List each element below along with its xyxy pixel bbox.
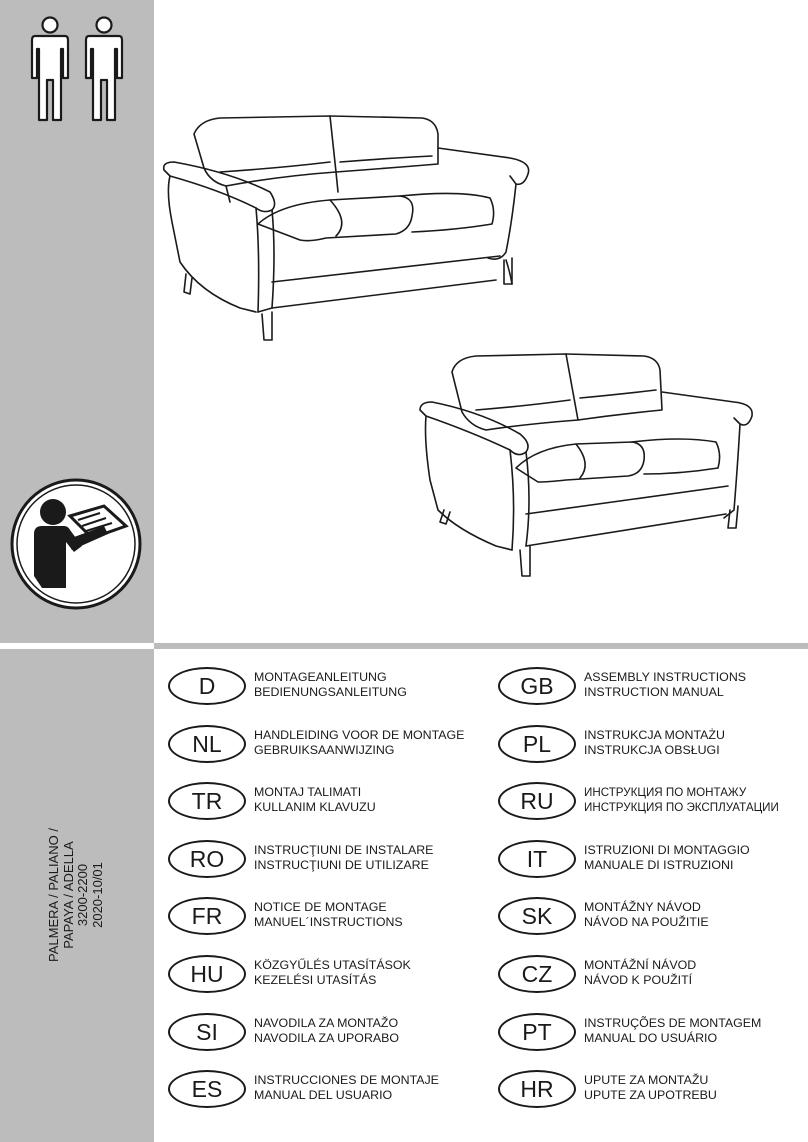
lang-code-badge: NL bbox=[168, 725, 246, 763]
product-line-1: PALMERA / PALIANO / bbox=[45, 828, 61, 962]
lang-titles bbox=[584, 785, 779, 815]
lang-code-badge: IT bbox=[498, 840, 576, 878]
lang-title-line2: MANUAL DEL USUARIO bbox=[254, 1088, 393, 1102]
lang-title-line2: UPUTE ZA UPOTREBU bbox=[584, 1088, 717, 1102]
lang-titles bbox=[254, 728, 464, 758]
lang-title-line1: INSTRUCCIONES DE MONTAJE bbox=[254, 1073, 439, 1087]
lang-titles bbox=[584, 670, 746, 700]
lang-titles bbox=[254, 958, 411, 988]
lang-title-line2: MANUAL DO USUÁRIO bbox=[584, 1031, 718, 1045]
lang-code-badge: SI bbox=[168, 1013, 246, 1051]
lang-title-line1: MONTÁŽNÍ NÁVOD bbox=[584, 958, 697, 972]
product-model-label bbox=[47, 828, 105, 962]
lang-code-badge: PT bbox=[498, 1013, 576, 1051]
lang-code-badge: RU bbox=[498, 782, 576, 820]
lang-title-line2: MANUEL´INSTRUCTIONS bbox=[254, 915, 403, 929]
lang-titles bbox=[254, 1073, 439, 1103]
read-instructions-icon bbox=[8, 476, 144, 612]
lang-title-line1: NOTICE DE MONTAGE bbox=[254, 900, 387, 914]
lang-title-line2: INSTRUCTION MANUAL bbox=[584, 685, 724, 699]
two-seat-sofa-drawing bbox=[416, 350, 760, 580]
horizontal-divider bbox=[154, 643, 808, 649]
lang-code-badge: D bbox=[168, 667, 246, 705]
lang-code-badge: TR bbox=[168, 782, 246, 820]
lang-title-line1: UPUTE ZA MONTAŽU bbox=[584, 1073, 709, 1087]
lang-code-badge: ES bbox=[168, 1070, 246, 1108]
lang-title-line1: INSTRUÇÕES DE MONTAGEM bbox=[584, 1016, 762, 1030]
lang-title-line1: INSTRUKCJA MONTAŻU bbox=[584, 728, 725, 742]
lang-code-badge: FR bbox=[168, 897, 246, 935]
lang-titles bbox=[254, 1016, 399, 1046]
lang-title-line2: NAVODILA ZA UPORABO bbox=[254, 1031, 400, 1045]
lang-title-line2: NÁVOD NA POUŽITIE bbox=[584, 915, 709, 929]
lang-code-badge: SK bbox=[498, 897, 576, 935]
lang-title-line1: MONTÁŽNY NÁVOD bbox=[584, 900, 701, 914]
lang-title-line2: INSTRUCŢIUNI DE UTILIZARE bbox=[254, 858, 429, 872]
lang-code-badge: RO bbox=[168, 840, 246, 878]
lang-code-badge: PL bbox=[498, 725, 576, 763]
lang-title-line1: MONTAJ TALIMATI bbox=[254, 785, 362, 799]
lang-titles bbox=[254, 670, 407, 700]
lang-title-line1: KÖZGYŰLÉS UTASÍTÁSOK bbox=[254, 958, 411, 972]
lang-title-line1: ISTRUZIONI DI MONTAGGIO bbox=[584, 843, 750, 857]
lang-title-line1: HANDLEIDING VOOR DE MONTAGE bbox=[254, 728, 465, 742]
lang-titles bbox=[584, 958, 696, 988]
lang-titles bbox=[584, 1073, 717, 1103]
lang-title-line2: ИНСТРУКЦИЯ ПО ЭКСПЛУАТАЦИИ bbox=[584, 801, 779, 814]
lang-title-line2: NÁVOD K POUŽITÍ bbox=[584, 973, 693, 987]
lang-code-badge: HR bbox=[498, 1070, 576, 1108]
lang-titles bbox=[254, 900, 403, 930]
lang-title-line2: KULLANIM KLAVUZU bbox=[254, 800, 376, 814]
lang-title-line1: NAVODILA ZA MONTAŽO bbox=[254, 1016, 399, 1030]
product-line-2: PAPAYA / ADELLA bbox=[60, 841, 76, 949]
lang-title-line2: MANUALE DI ISTRUZIONI bbox=[584, 858, 734, 872]
lang-titles bbox=[254, 785, 376, 815]
lang-title-line2: GEBRUIKSAANWIJZING bbox=[254, 743, 395, 757]
lang-code-badge: GB bbox=[498, 667, 576, 705]
product-line-3: 3200-2200 bbox=[75, 863, 90, 927]
lang-title-line1: ASSEMBLY INSTRUCTIONS bbox=[584, 670, 747, 684]
product-line-4: 2020-10/01 bbox=[89, 862, 105, 928]
lang-titles bbox=[584, 900, 709, 930]
lang-titles bbox=[584, 1016, 761, 1046]
three-seat-sofa-drawing bbox=[160, 112, 540, 344]
lang-title-line1: MONTAGEANLEITUNG bbox=[254, 670, 387, 684]
lang-titles bbox=[584, 728, 725, 758]
lang-title-line2: KEZELÉSI UTASÍTÁS bbox=[254, 973, 377, 987]
lang-code-badge: HU bbox=[168, 955, 246, 993]
lang-title-line1: ИНСТРУКЦИЯ ПО МОНТАЖУ bbox=[584, 786, 747, 799]
lang-titles bbox=[584, 843, 750, 873]
lang-title-line2: BEDIENUNGSANLEITUNG bbox=[254, 685, 407, 699]
two-persons-icon bbox=[26, 16, 130, 122]
lang-code-badge: CZ bbox=[498, 955, 576, 993]
lang-title-line1: INSTRUCŢIUNI DE INSTALARE bbox=[254, 843, 434, 857]
lang-title-line2: INSTRUKCJA OBSŁUGI bbox=[584, 743, 720, 757]
lang-titles bbox=[254, 843, 433, 873]
